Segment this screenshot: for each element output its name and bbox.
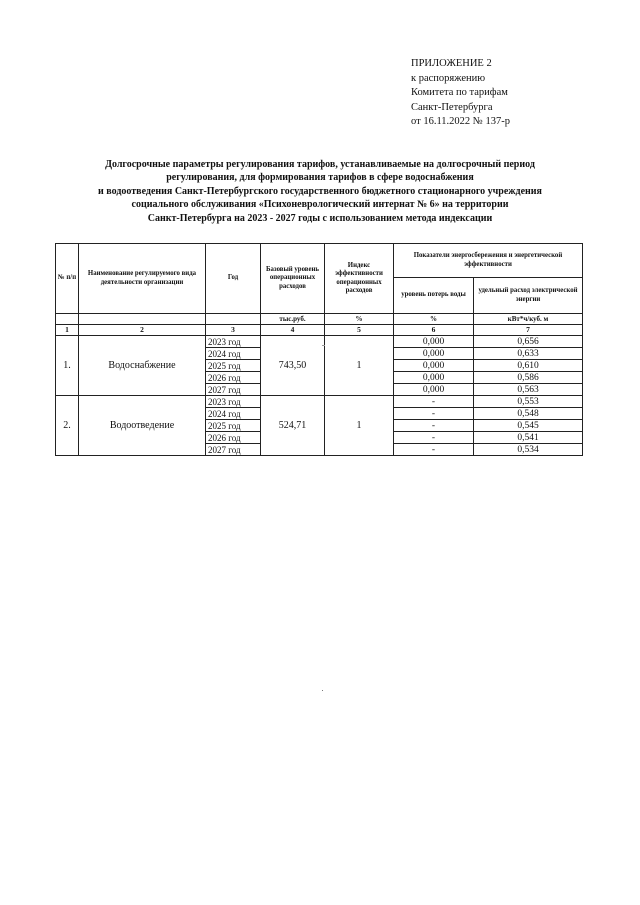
col-number: 7 — [474, 325, 583, 336]
unit-base: тыс.руб. — [261, 314, 325, 325]
col-number: 1 — [56, 325, 79, 336]
losses-cell: - — [394, 408, 474, 420]
year-cell: 2027 год — [206, 444, 261, 456]
consumption-cell: 0,586 — [474, 372, 583, 384]
group-activity: Водоотведение — [79, 396, 206, 456]
header-base: Базовый уровень операционных расходов — [261, 244, 325, 314]
losses-cell: 0,000 — [394, 336, 474, 348]
appendix-line: Комитета по тарифам — [411, 87, 508, 98]
consumption-cell: 0,541 — [474, 432, 583, 444]
header-consumption: удельный расход электрической энергии — [474, 278, 583, 314]
header-energy-group: Показатели энергосбережения и энергетической эффективности — [394, 244, 583, 278]
efficiency-index: 1 — [325, 336, 394, 396]
appendix-line: Санкт-Петербурга — [411, 101, 493, 113]
group-num: 2. — [56, 396, 79, 456]
table-row — [56, 396, 583, 408]
col-number: 4 — [261, 325, 325, 336]
unit-consumption: кВт*ч/куб. м — [474, 314, 583, 325]
header-year: Год — [206, 244, 261, 314]
unit-losses: % — [394, 314, 474, 325]
title-line: и водоотведения Санкт-Петербургского государственного бюджетного стационарного учреждения — [98, 185, 542, 197]
consumption-cell: 0,633 — [474, 348, 583, 360]
year-cell: 2025 год — [206, 360, 261, 372]
year-cell: 2023 год — [206, 336, 261, 348]
appendix-line: от 16.11.2022 № 137-р — [411, 116, 510, 127]
losses-cell: 0,000 — [394, 384, 474, 396]
year-cell: 2026 год — [206, 372, 261, 384]
header-activity: Наименование регулируемого вида деятельности организации — [79, 244, 206, 314]
base-cost: 743,50 — [261, 336, 325, 396]
losses-cell: 0,000 — [394, 372, 474, 384]
consumption-cell: 0,610 — [474, 360, 583, 372]
efficiency-index: 1 — [325, 396, 394, 456]
year-cell: 2024 год — [206, 408, 261, 420]
col-number: 2 — [79, 325, 206, 336]
group-num: 1. — [56, 336, 79, 396]
scan-speck — [322, 690, 323, 691]
consumption-cell: 0,534 — [474, 444, 583, 456]
table-row — [56, 336, 583, 348]
losses-cell: 0,000 — [394, 348, 474, 360]
unit-index: % — [325, 314, 394, 325]
header-losses: уровень потерь воды — [394, 278, 474, 314]
consumption-cell: 0,545 — [474, 420, 583, 432]
consumption-cell: 0,656 — [474, 336, 583, 348]
parameters-table — [55, 243, 583, 456]
col-number: 5 — [325, 325, 394, 336]
appendix-block — [411, 57, 510, 130]
consumption-cell: 0,553 — [474, 396, 583, 408]
year-cell: 2025 год — [206, 420, 261, 432]
losses-cell: - — [394, 420, 474, 432]
appendix-line: к распоряжению — [411, 72, 486, 84]
title-line: Санкт-Петербурга на 2023 - 2027 годы с использованием метода индексации — [147, 212, 493, 224]
losses-cell: 0,000 — [394, 360, 474, 372]
group-activity: Водоснабжение — [79, 336, 206, 396]
header-num: № п/п — [56, 244, 79, 314]
year-cell: 2023 год — [206, 396, 261, 408]
losses-cell: - — [394, 432, 474, 444]
col-number: 3 — [206, 325, 261, 336]
appendix-line: ПРИЛОЖЕНИЕ 2 — [411, 58, 492, 69]
base-cost: 524,71 — [261, 396, 325, 456]
title-line: Долгосрочные параметры регулирования тарифов, устанавливаемые на долгосрочный период — [105, 159, 535, 170]
consumption-cell: 0,548 — [474, 408, 583, 420]
losses-cell: - — [394, 396, 474, 408]
header-index: Индекс эффективности операционных расходов — [325, 244, 394, 314]
losses-cell: - — [394, 444, 474, 456]
col-number: 6 — [394, 325, 474, 336]
scan-speck — [322, 345, 325, 346]
year-cell: 2024 год — [206, 348, 261, 360]
title-line: социального обслуживания «Психоневрологический интернат № 6» на территории — [131, 199, 509, 211]
year-cell: 2027 год — [206, 384, 261, 396]
document-title — [70, 158, 570, 225]
year-cell: 2026 год — [206, 432, 261, 444]
consumption-cell: 0,563 — [474, 384, 583, 396]
title-line: регулирования, для формирования тарифов в сфере водоснабжения — [166, 172, 474, 184]
